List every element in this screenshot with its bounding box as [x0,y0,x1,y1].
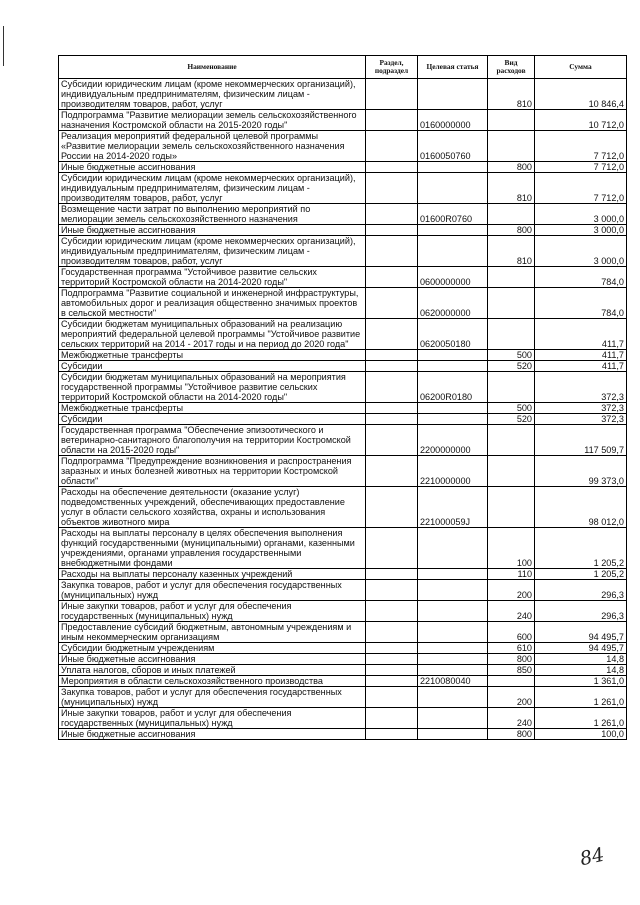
cell-section [366,372,418,403]
cell-section [366,456,418,487]
cell-vid: 500 [488,350,535,361]
cell-target [418,162,488,173]
cell-name: Расходы на выплаты персоналу в целях обеспечения выполнения функций государственными (муниципальными) органами, казенными учреждениями, органами управления государственными внебюджетными фондами [59,528,366,569]
budget-table [58,55,627,740]
cell-target [418,350,488,361]
cell-vid: 800 [488,225,535,236]
cell-sum: 14,8 [535,665,627,676]
cell-name: Субсидии бюджетам муниципальных образований на мероприятия государственной программы "Устойчивое развитие сельских территорий Костромской области на 2014-2020 годы" [59,372,366,403]
margin-mark [3,26,4,66]
cell-name: Реализация мероприятий федеральной целевой программы «Развитие мелиорации земель сельскохозяйственного назначения России на 2014-2020 годы» [59,131,366,162]
table-row [59,361,627,372]
cell-vid [488,288,535,319]
cell-name: Подпрограмма "Развитие социальной и инженерной инфраструктуры, автомобильных дорог и реализация общественно значимых проектов в сельской местности" [59,288,366,319]
cell-section [366,162,418,173]
cell-name: Закупка товаров, работ и услуг для обеспечения государственных (муниципальных) нужд [59,580,366,601]
table-row [59,414,627,425]
cell-section [366,654,418,665]
cell-section [366,79,418,110]
table-row [59,372,627,403]
cell-target [418,528,488,569]
cell-sum: 372,3 [535,372,627,403]
cell-sum: 99 373,0 [535,456,627,487]
cell-name: Иные бюджетные ассигнования [59,654,366,665]
table-row [59,236,627,267]
cell-vid: 600 [488,622,535,643]
cell-sum: 3 000,0 [535,225,627,236]
cell-name: Иные закупки товаров, работ и услуг для обеспечения государственных (муниципальных) нужд [59,708,366,729]
cell-target [418,79,488,110]
cell-name: Закупка товаров, работ и услуг для обеспечения государственных (муниципальных) нужд [59,687,366,708]
table-row [59,110,627,131]
cell-target [418,414,488,425]
cell-section [366,350,418,361]
cell-sum: 7 712,0 [535,131,627,162]
cell-target [418,225,488,236]
cell-target [418,687,488,708]
cell-section [366,361,418,372]
table-row [59,708,627,729]
cell-vid [488,204,535,225]
cell-section [366,580,418,601]
cell-sum: 784,0 [535,288,627,319]
table-row [59,580,627,601]
cell-target [418,729,488,740]
cell-name: Межбюджетные трансферты [59,350,366,361]
table-row [59,487,627,528]
cell-vid [488,372,535,403]
header-sum: Сумма [535,56,627,79]
cell-target [418,622,488,643]
cell-vid: 240 [488,601,535,622]
table-row [59,425,627,456]
cell-sum: 296,3 [535,580,627,601]
table-row [59,456,627,487]
cell-sum: 411,7 [535,319,627,350]
cell-sum: 117 509,7 [535,425,627,456]
cell-sum: 3 000,0 [535,204,627,225]
cell-name: Иные бюджетные ассигнования [59,225,366,236]
cell-vid: 200 [488,687,535,708]
cell-name: Предоставление субсидий бюджетным, автономным учреждениям и иным некоммерческим организациям [59,622,366,643]
cell-target [418,403,488,414]
cell-vid: 810 [488,236,535,267]
cell-section [366,225,418,236]
cell-section [366,110,418,131]
table-row [59,288,627,319]
cell-section [366,569,418,580]
table-row [59,676,627,687]
cell-target: 06200R0180 [418,372,488,403]
cell-section [366,622,418,643]
cell-sum: 296,3 [535,601,627,622]
header-name: Наименование [59,56,366,79]
cell-target [418,361,488,372]
cell-name: Уплата налогов, сборов и иных платежей [59,665,366,676]
cell-sum: 1 205,2 [535,528,627,569]
table-row [59,643,627,654]
cell-vid [488,487,535,528]
cell-section [366,601,418,622]
cell-target [418,708,488,729]
cell-sum: 98 012,0 [535,487,627,528]
cell-sum: 7 712,0 [535,162,627,173]
cell-vid: 610 [488,643,535,654]
cell-section [366,131,418,162]
cell-target [418,173,488,204]
cell-sum: 372,3 [535,403,627,414]
table-row [59,687,627,708]
table-row [59,267,627,288]
cell-target [418,236,488,267]
header-vid: Вид расходов [488,56,535,79]
cell-section [366,687,418,708]
table-row [59,528,627,569]
cell-target: 0160050760 [418,131,488,162]
cell-section [366,414,418,425]
cell-target [418,601,488,622]
header-target: Целевая статья [418,56,488,79]
cell-target: 2210000000 [418,456,488,487]
table-row [59,569,627,580]
cell-section [366,676,418,687]
cell-target: 0160000000 [418,110,488,131]
cell-vid: 200 [488,580,535,601]
cell-name: Подпрограмма "Предупреждение возникновения и распространения заразных и иных болезней животных на территории Костромской области" [59,456,366,487]
table-body [59,79,627,740]
cell-name: Мероприятия в области сельскохозяйственного производства [59,676,366,687]
cell-section [366,487,418,528]
table-header-row [59,56,627,79]
cell-section [366,267,418,288]
cell-name: Субсидии [59,414,366,425]
cell-name: Расходы на выплаты персоналу казенных учреждений [59,569,366,580]
cell-name: Подпрограмма "Развитие мелиорации земель сельскохозяйственного назначения Костромской области на 2015-2020 годы" [59,110,366,131]
cell-section [366,708,418,729]
cell-vid [488,267,535,288]
cell-vid [488,131,535,162]
cell-sum: 411,7 [535,350,627,361]
cell-section [366,403,418,414]
cell-section [366,204,418,225]
cell-target: 0620000000 [418,288,488,319]
cell-target: 221000059J [418,487,488,528]
cell-target: 01600R0760 [418,204,488,225]
cell-vid: 110 [488,569,535,580]
cell-target: 2210080040 [418,676,488,687]
table-row [59,131,627,162]
cell-vid: 810 [488,173,535,204]
cell-vid: 520 [488,414,535,425]
cell-sum: 784,0 [535,267,627,288]
cell-target [418,569,488,580]
cell-sum: 1 261,0 [535,687,627,708]
cell-name: Субсидии юридическим лицам (кроме некоммерческих организаций), индивидуальным предпринимателям, физическим лицам - производителям товаров, работ, услуг [59,236,366,267]
cell-sum: 1 361,0 [535,676,627,687]
cell-name: Субсидии [59,361,366,372]
cell-sum: 94 495,7 [535,622,627,643]
cell-vid: 240 [488,708,535,729]
table-row [59,403,627,414]
table-row [59,162,627,173]
cell-sum: 10 846,4 [535,79,627,110]
table-row [59,319,627,350]
cell-target [418,580,488,601]
cell-name: Субсидии юридическим лицам (кроме некоммерческих организаций), индивидуальным предпринимателям, физическим лицам - производителям товаров, работ, услуг [59,173,366,204]
cell-sum: 7 712,0 [535,173,627,204]
cell-name: Иные закупки товаров, работ и услуг для обеспечения государственных (муниципальных) нужд [59,601,366,622]
cell-target [418,643,488,654]
cell-target: 2200000000 [418,425,488,456]
cell-section [366,643,418,654]
cell-sum: 3 000,0 [535,236,627,267]
table-row [59,173,627,204]
table-row [59,665,627,676]
table-row [59,350,627,361]
table-row [59,79,627,110]
cell-vid: 810 [488,79,535,110]
cell-vid: 800 [488,729,535,740]
cell-section [366,173,418,204]
cell-sum: 100,0 [535,729,627,740]
table-row [59,654,627,665]
cell-vid [488,319,535,350]
cell-name: Межбюджетные трансферты [59,403,366,414]
cell-vid [488,456,535,487]
cell-sum: 1 205,2 [535,569,627,580]
cell-vid: 800 [488,162,535,173]
table-row [59,729,627,740]
table-row [59,225,627,236]
cell-name: Расходы на обеспечение деятельности (оказание услуг) подведомственных учреждений, обеспечивающих предоставление услуг в области сельского хозяйства, охраны и использования объектов животного мира [59,487,366,528]
cell-section [366,665,418,676]
header-section: Раздел, подраздел [366,56,418,79]
cell-sum: 14,8 [535,654,627,665]
cell-section [366,729,418,740]
cell-target: 0600000000 [418,267,488,288]
cell-sum: 10 712,0 [535,110,627,131]
cell-vid: 850 [488,665,535,676]
cell-vid [488,676,535,687]
cell-sum: 411,7 [535,361,627,372]
cell-name: Иные бюджетные ассигнования [59,162,366,173]
cell-sum: 94 495,7 [535,643,627,654]
cell-name: Государственная программа "Обеспечение эпизоотического и ветеринарно-санитарного благополучия на территории Костромской области на 2015-2020 годы" [59,425,366,456]
cell-name: Возмещение части затрат по выполнению мероприятий по мелиорации земель сельскохозяйственного назначения [59,204,366,225]
cell-target: 0620050180 [418,319,488,350]
cell-target [418,654,488,665]
cell-section [366,425,418,456]
table-row [59,622,627,643]
cell-name: Государственная программа "Устойчивое развитие сельских территорий Костромской области на 2014-2020 годы" [59,267,366,288]
cell-sum: 1 261,0 [535,708,627,729]
cell-sum: 372,3 [535,414,627,425]
cell-vid [488,110,535,131]
table-row [59,601,627,622]
cell-name: Субсидии юридическим лицам (кроме некоммерческих организаций), индивидуальным предпринимателям, физическим лицам - производителям товаров, работ, услуг [59,79,366,110]
cell-target [418,665,488,676]
cell-section [366,288,418,319]
table-row [59,204,627,225]
cell-section [366,528,418,569]
cell-name: Субсидии бюджетным учреждениям [59,643,366,654]
cell-name: Иные бюджетные ассигнования [59,729,366,740]
cell-section [366,319,418,350]
cell-vid [488,425,535,456]
cell-vid: 100 [488,528,535,569]
cell-vid: 520 [488,361,535,372]
cell-section [366,236,418,267]
cell-name: Субсидии бюджетам муниципальных образований на реализацию мероприятий федеральной целевой программы "Устойчивое развитие сельских территорий на 2014 - 2017 годы и на период до 2020 года" [59,319,366,350]
cell-vid: 800 [488,654,535,665]
cell-vid: 500 [488,403,535,414]
page-number: 84 [577,843,607,871]
